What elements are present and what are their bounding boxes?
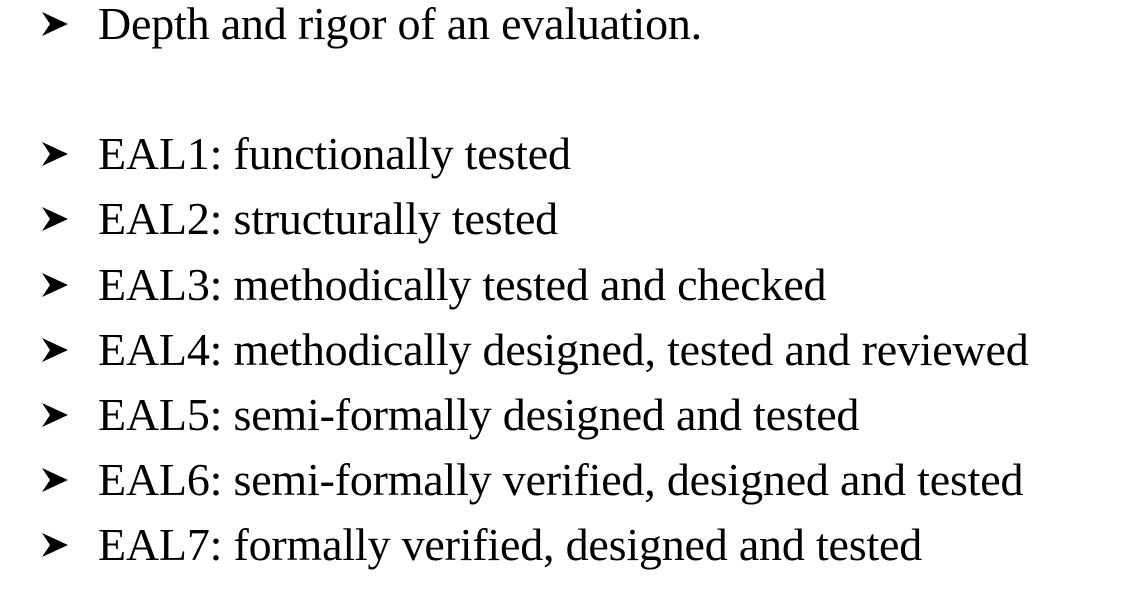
bullet-item-eal5 [40, 385, 859, 445]
arrowhead-bullet-icon [40, 335, 70, 365]
bullet-item-eal3 [40, 255, 826, 315]
bullet-text: EAL2: structurally tested [98, 193, 558, 244]
arrowhead-bullet-icon [40, 530, 70, 560]
bullet-item-eal7 [40, 515, 922, 575]
bullet-text: EAL5: semi-formally designed and tested [98, 389, 860, 440]
bullet-item-intro [40, 0, 702, 54]
arrowhead-bullet-icon [40, 400, 70, 430]
bullet-text: EAL3: methodically tested and checked [98, 259, 827, 310]
bullet-text: EAL1: functionally tested [98, 128, 571, 179]
arrowhead-bullet-icon [40, 9, 70, 39]
arrowhead-bullet-icon [40, 465, 70, 495]
bullet-item-eal4 [40, 320, 1029, 380]
arrowhead-bullet-icon [40, 139, 70, 169]
bullet-item-eal2 [40, 189, 558, 249]
bullet-item-eal6 [40, 450, 1023, 510]
arrowhead-bullet-icon [40, 204, 70, 234]
arrowhead-bullet-icon [40, 270, 70, 300]
bullet-text: EAL6: semi-formally verified, designed and tested [98, 454, 1024, 505]
bullet-item-eal1 [40, 124, 571, 184]
bullet-text: EAL4: methodically designed, tested and reviewed [98, 324, 1029, 375]
bullet-text: EAL7: formally verified, designed and tested [98, 519, 923, 570]
bullet-text: Depth and rigor of an evaluation. [98, 0, 702, 49]
